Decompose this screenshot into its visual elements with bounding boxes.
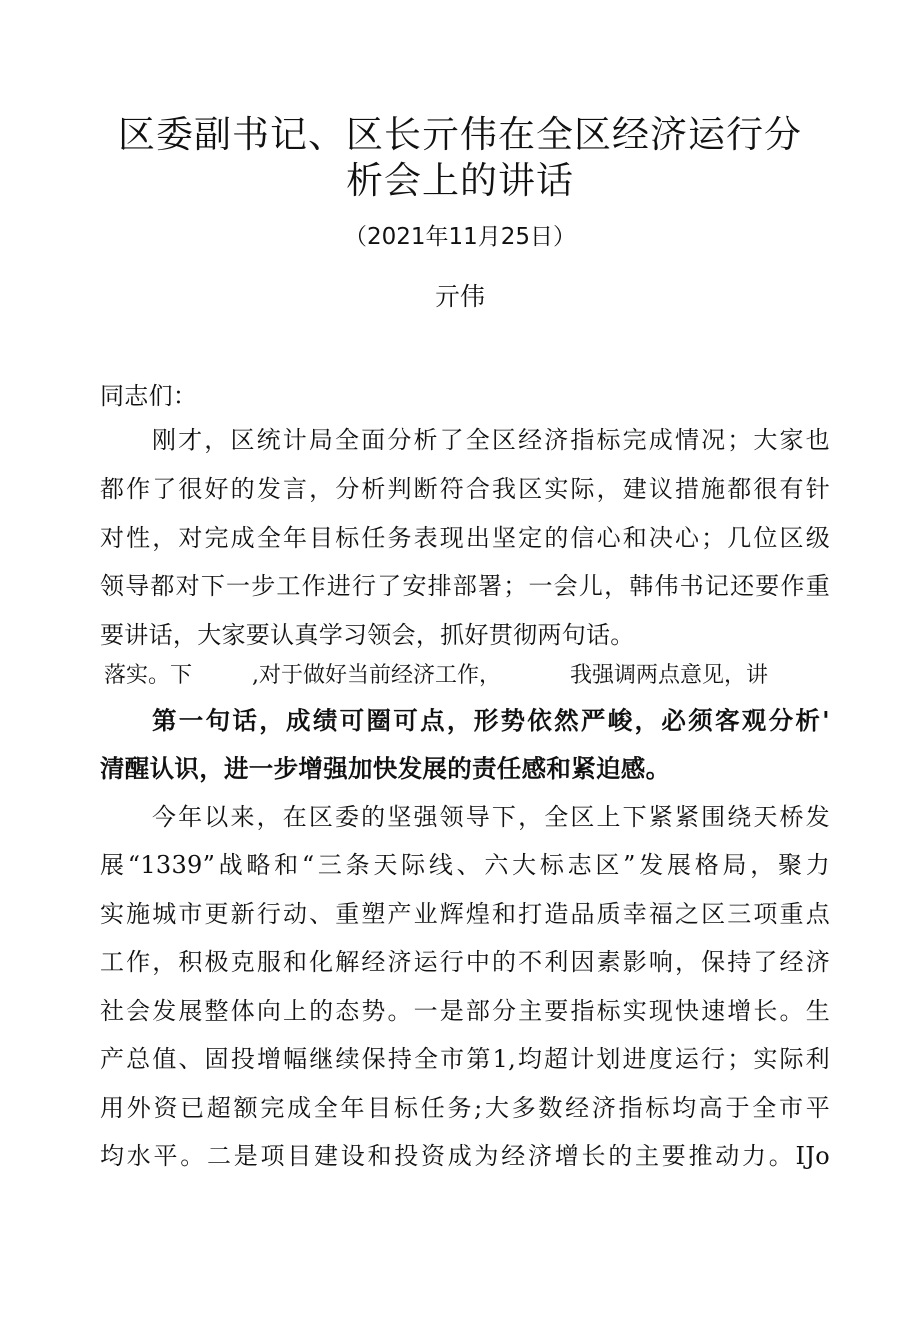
paragraph-2-line: 展“1339”战略和“三条天际线、六大标志区”发展格局，聚力 [100,851,830,879]
scattered-text-fragment: ,对于做好当前经济工作， [252,663,501,688]
scattered-text-fragment: 落实。下 [104,663,193,688]
paragraph-2-line: 工作，积极克服和化解经济运行中的不利因素影响，保持了经济 [100,948,830,976]
paragraph-2-line: 社会发展整体向上的态势。一是部分主要指标实现快速增长。生 [100,997,830,1025]
paragraph-1-line: 都作了很好的发言，分析判断符合我区实际，建议措施都很有针 [100,475,830,503]
paragraph-2-line: 用外资已超额完成全年目标任务;大多数经济指标均高于全市平 [100,1094,830,1122]
salutation: 同志们： [100,382,198,410]
speech-date: （2021年11月25日） [343,224,577,250]
paragraph-1-line: 要讲话，大家要认真学习领会，抓好贯彻两句话。 [100,621,635,649]
paragraph-2-line: 实施城市更新行动、重塑产业辉煌和打造品质幸福之区三项重点 [100,900,830,928]
paragraph-1-line: 刚才，区统计局全面分析了全区经济指标完成情况；大家也 [152,426,830,454]
document-title-line-2: 析会上的讲话 [346,159,574,202]
paragraph-1-line: 对性，对完成全年目标任务表现出坚定的信心和决心；几位区级 [100,524,830,552]
paragraph-2-line: 产总值、固投增幅继续保持全市第1,均超计划进度运行；实际利 [100,1045,830,1073]
paragraph-2-line: 今年以来，在区委的坚强领导下，全区上下紧紧围绕天桥发 [152,803,830,831]
paragraph-1-line: 领导都对下一步工作进行了安排部署；一会儿，韩伟书记还要作重 [100,572,830,600]
section-heading-line: 清醒认识，进一步增强加快发展的责任感和紧迫感。 [100,754,671,783]
scattered-text-fragment: 我强调两点意见，讲 [570,663,769,688]
speaker-name: 亓伟 [434,282,485,311]
document-title-line-1: 区委副书记、区长亓伟在全区经济运行分 [118,113,802,156]
section-heading-line: 第一句话，成绩可圈可点，形势依然严峻，必须客观分析' [152,706,830,735]
paragraph-2-line: 均水平。二是项目建设和投资成为经济增长的主要推动力。IJo [100,1142,830,1170]
